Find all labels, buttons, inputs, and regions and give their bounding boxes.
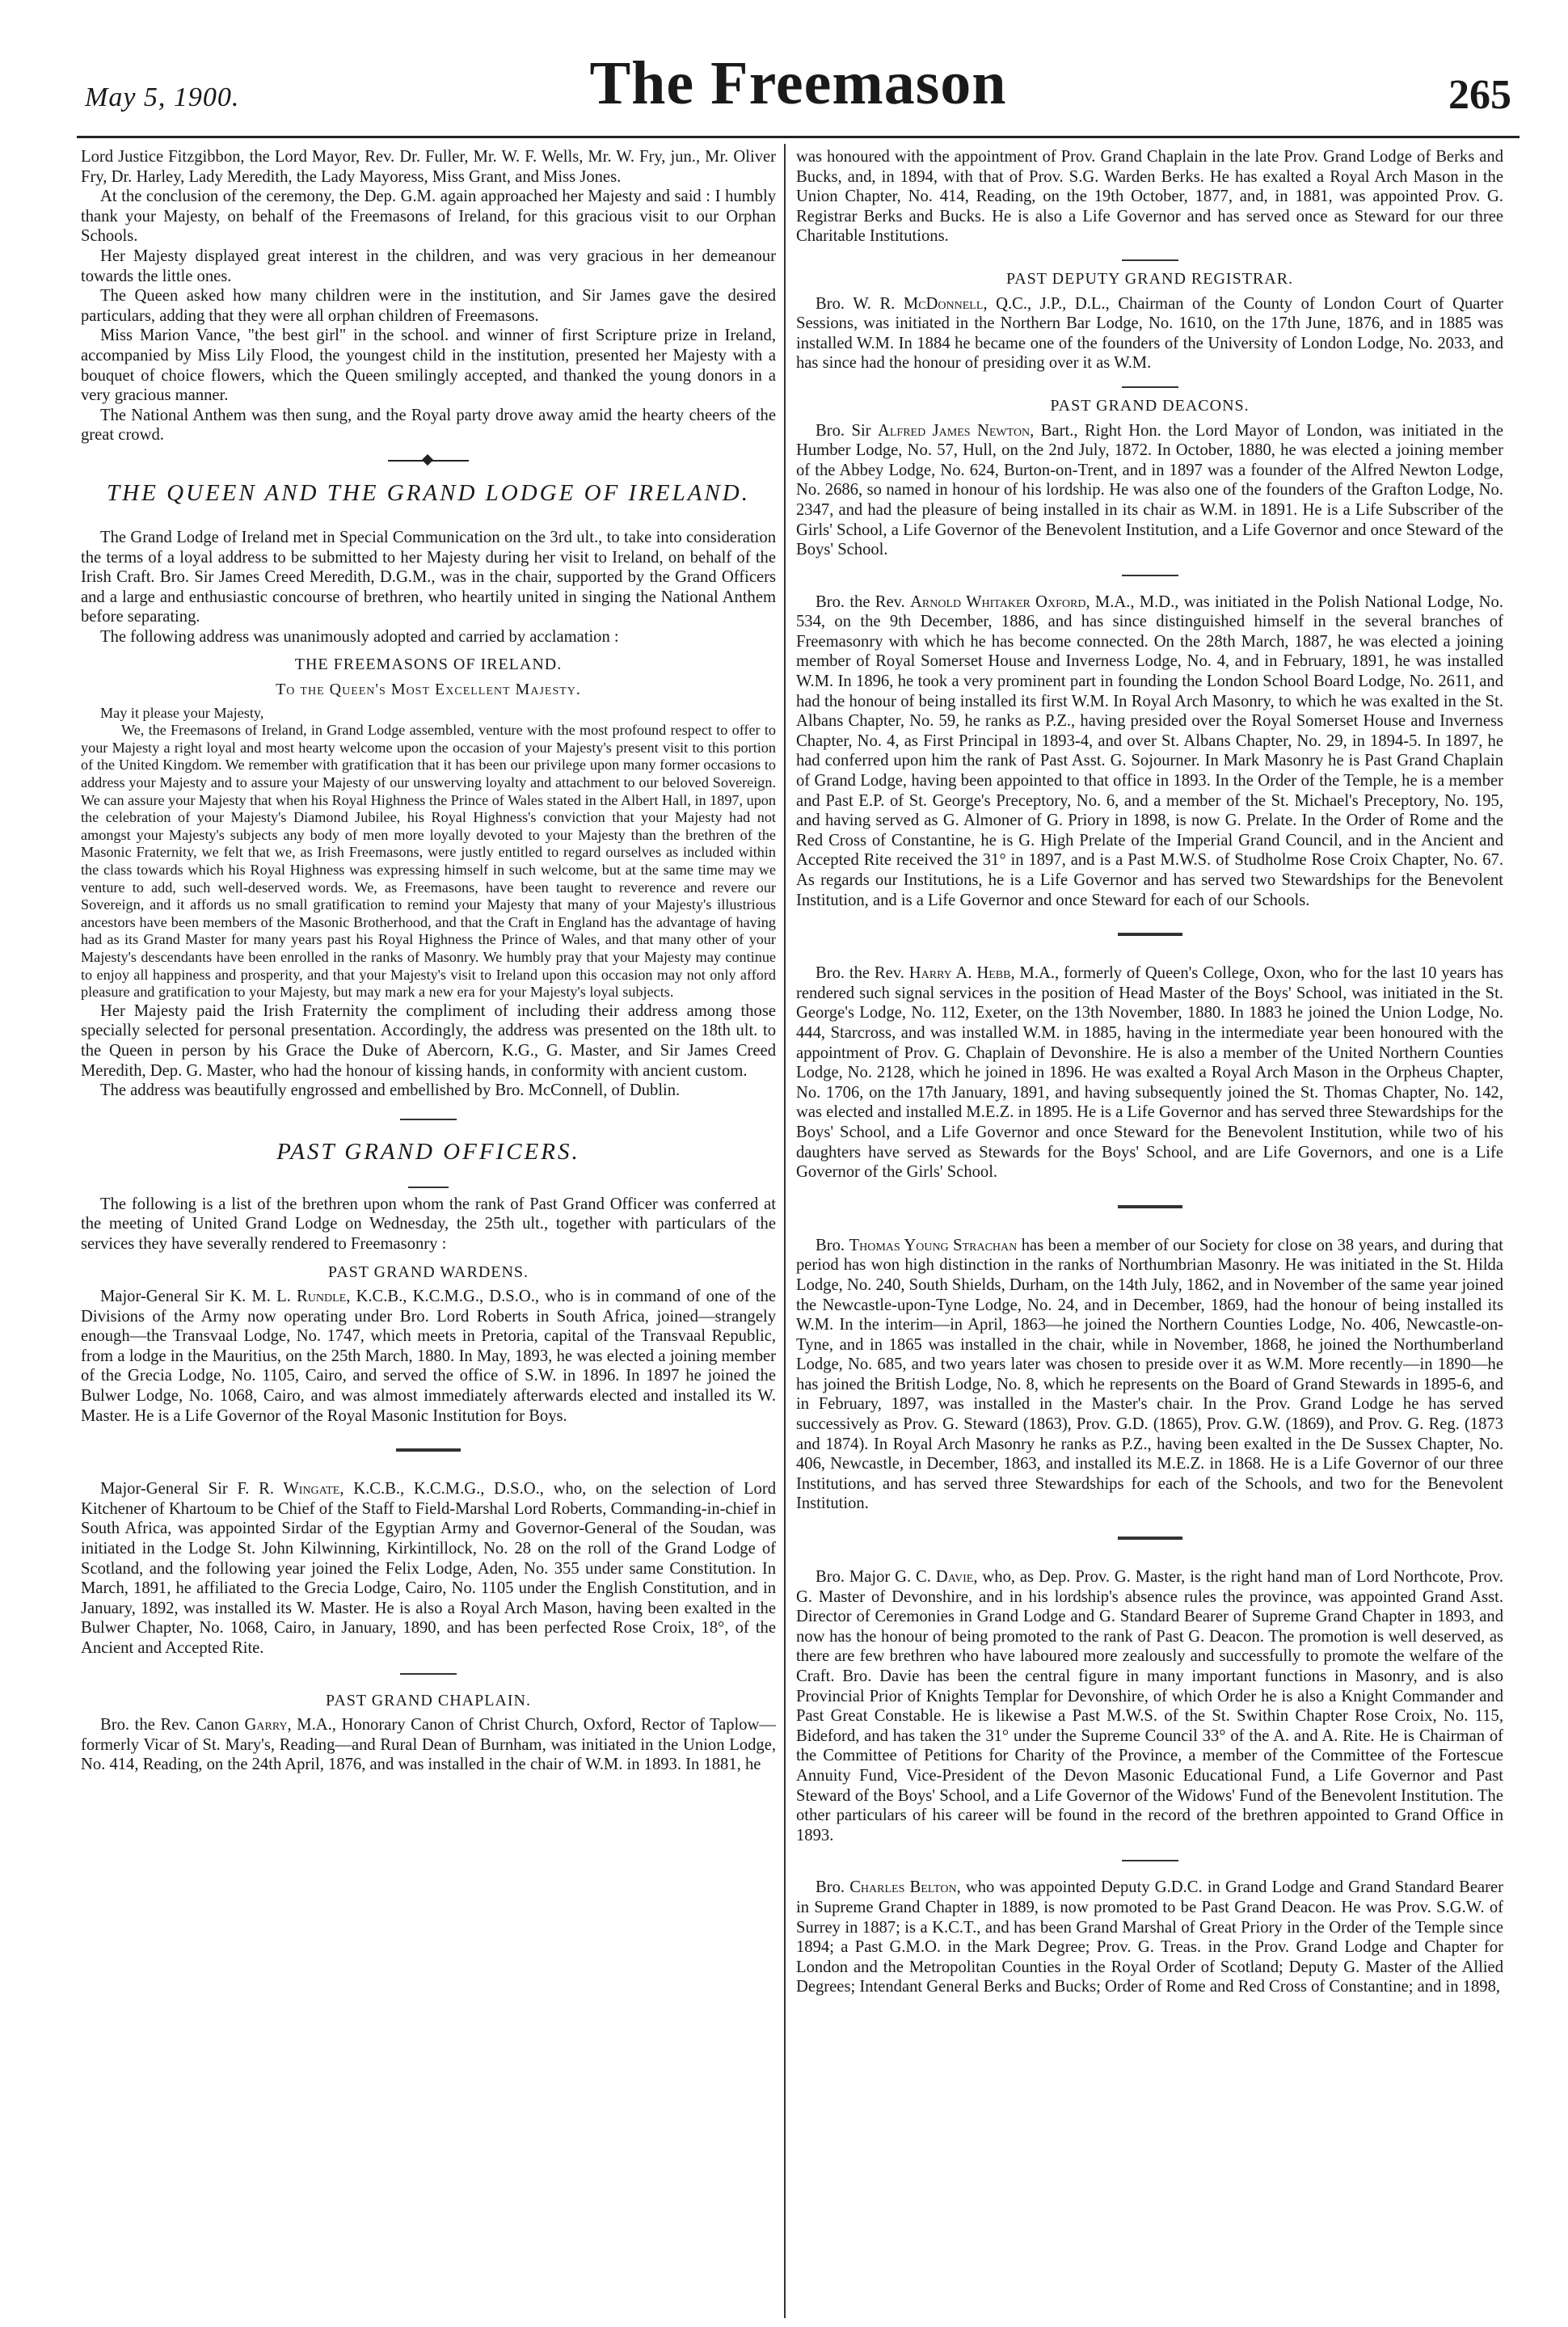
divider: [396, 1448, 461, 1452]
paragraph: [796, 421, 1503, 560]
person-name: Alfred James Newton: [877, 421, 1031, 440]
text: has been a member of our Society for close on 38 years, and during that period has won high distinction in the ranks of Northumbrian Masonry. He was initiated in the St. Hilda Lodge, No. 240, South Shields, Durham, on the 14th July, 1862, and in November of the same year joined the Newcastle-upon-Tyne Lodge, No. 24, and in December, 1869, had the honour of being installed its W.M. In the interim—in April, 1863—he joined the Northern Counties Lodge, No. 406, Newcastle-on-Tyne, and in 1865 was installed in the chair, while in November, 1868, he joined the Northumberland Lodge, No. 685, and two years later was chosen to preside over it as W.M. More recently—in 1890—he has joined the British Lodge, No. 8, which he represents on the Board of Grand Stewards in 1895-6, and in February, 1897, was installed in the Master's chair. In the Prov. Grand Lodge he has served successively as Prov. G. Steward (1863), Prov. G.D. (1865), Prov. G.W. (1869), and Prov. G. Reg. (1873 and 1874). In Royal Arch Masonry he ranks as P.Z., having been exalted in the De Sussex Chapter, No. 406, Newcastle, in December, 1863, and installed its M.E.Z. in 1868. He is a Life Governor of our three Institutions, and has served three Stewardships for each of the Schools, and two for the Benevolent Institution.: [796, 1236, 1504, 1513]
subheading: PAST GRAND DEACONS.: [1050, 396, 1250, 415]
text: , Bart., Right Hon. the Lord Mayor of London, was initiated in the Humber Lodge, No. 57, Hull, on the 2nd July, 1872. In October, 1880, he was elected a joining member of the Abbey Lodge, No. 624, Burton-on-Trent, and in 1897 was a founder of the Alfred Newton Lodge, No. 2686, so named in honour of his lordship. He was also one of the founders of the Grafton Lodge, No. 2347, and had the pleasure of being installed in its chair as W.M. in 1891. He is a Life Subscriber of the Girls' School, a Life Governor of the Benevolent Institution, and a Life Governor and once Steward of the Boys' School.: [796, 421, 1504, 559]
subheading: PAST DEPUTY GRAND REGISTRAR.: [1005, 269, 1294, 288]
paragraph: [81, 1479, 776, 1658]
section-heading: PAST GRAND OFFICERS.: [276, 1138, 580, 1165]
paragraph: [796, 1567, 1503, 1845]
text: , M.A., formerly of Queen's College, Oxon, who for the last 10 years has rendered such signal services in the position of Head Master of the Boys' School, was initiated in the St. George's Lodge, No. 112, Exeter, on the 13th November, 1880. In 1883 he joined the Union Lodge, No. 444, Starcross, and was installed W.M. in 1885, having in the intermediate year been honoured with the appointment of Prov. G. Chaplain of Devonshire. He is also a member of the United Northern Counties Lodge, No. 2128, which he joined in 1896. He was exalted a Royal Arch Mason in the Orpheus Chapter, No. 1706, on the 17th January, 1891, and having subsequently joined the St. Thomas Chapter, No. 142, was elected and installed M.E.Z. in 1895. He is a Life Governor and has served three Stewardships for the Boys' School, and a Life Governor and once Steward for the Benevolent Institution, while two of his daughters have served as Stewards for the Boys' School, and are Life Governors, and one is a Life Governor of the Girls' School.: [796, 964, 1504, 1182]
text: Bro. Sir: [816, 421, 878, 440]
masthead: [77, 32, 1520, 138]
paragraph: The following is a list of the brethren upon whom the rank of Past Grand Officer was conferred at the meeting of United Grand Lodge on Wednesday, the 25th ult., together with particulars of the services they have severally rendered to Freemasonry :: [81, 1195, 776, 1253]
text: Bro. Major G. C.: [816, 1568, 936, 1587]
newspaper-title: The Freemason: [589, 49, 1007, 117]
paragraph: At the conclusion of the ceremony, the Dep. G.M. again approached her Majesty and said : I humbly thank your Majesty, on behalf of the Freemasons of Ireland, for this gracious visit to our Orphan Schools.: [81, 188, 776, 246]
paragraph: [796, 592, 1503, 911]
column-divider: [784, 144, 786, 2318]
paragraph: Lord Justice Fitzgibbon, the Lord Mayor, Rev. Dr. Fuller, Mr. W. F. Wells, Mr. W. Fry, jun., Mr. Oliver Fry, Dr. Harley, Lady Meredith, the Lady Mayoress, Miss Grant, and Miss Jones.: [81, 148, 776, 186]
paragraph: The National Anthem was then sung, and the Royal party drove away amid the hearty cheers of the great crowd.: [81, 406, 776, 445]
paragraph: [796, 294, 1503, 373]
paragraph: [81, 1287, 776, 1426]
divider: [1122, 1860, 1178, 1861]
person-name: Arnold Whitaker Oxford: [910, 592, 1086, 611]
paragraph: The Queen asked how many children were in the institution, and Sir James gave the desired particulars, adding that they were all orphan children of Freemasons.: [81, 287, 776, 325]
divider: [400, 1119, 457, 1120]
paragraph: was honoured with the appointment of Prov. Grand Chaplain in the late Prov. Grand Lodge of Berks and Bucks, and, in 1894, with that of Prov. S.G. Warden Berks. He has exalted a Royal Arch Mason in the Union Chapter, No. 414, Reading, on the 19th October, 1877, and, in 1881, was appointed Prov. G. Registrar Berks and Bucks. He is also a Life Governor and has served once as Steward for our three Charitable Institutions.: [796, 148, 1503, 246]
paragraph: [796, 963, 1503, 1182]
divider: [408, 1187, 449, 1188]
divider: [1122, 575, 1178, 576]
text: Bro.: [816, 1236, 849, 1254]
divider: [1122, 386, 1178, 388]
text: Major-General Sir: [100, 1480, 238, 1499]
person-name: Charles Belton: [849, 1878, 957, 1897]
right-column: [796, 147, 1503, 1997]
text: Major-General Sir: [100, 1288, 230, 1306]
text: , K.C.B., K.C.M.G., D.S.O., who, on the selection of Lord Kitchener of Khartoum to be Chief of the Staff to Field-Marshal Lord Roberts, Commanding-in-chief in South Africa, was appointed Sirdar of the Egyptian Army and Governor-General of the Soudan, was initiated in the Lodge St. John Kilwinning, Kirkintillock, No. 28 on the roll of the Grand Lodge of Scotland, and the following year joined the Felix Lodge, Aden, No. 355 under same Constitution. In March, 1891, he affiliated to the Grecia Lodge, Cairo, No. 1105 under the English Constitution, and in January, 1892, was installed its W. Master. He is also a Royal Arch Mason, having been exalted in the Bulwer Chapter, No. 1068, Cairo, in January, 1890, and has been perfected Rose Croix, 18°, of the Ancient and Accepted Rite.: [81, 1480, 777, 1657]
text: , who was appointed Deputy G.D.C. in Grand Lodge and Grand Standard Bearer in Supreme Grand Chapter in 1889, is now promoted to be Past Grand Deacon. He was Prov. S.G.W. of Surrey in 1887; is a K.C.T., and has been Grand Marshal of Great Priory in the Order of the Temple since 1894; a Past G.M.O. in the Mark Degree; Prov. G. Treas. in the Prov. Grand Lodge and Chapter for London and the Metropolitan Counties in the Royal Order of Scotland; Deputy G. Master of the Allied Degrees; Intendant General Berks and Bucks; Order of Rome and Red Cross of Constantine; and in 1898,: [796, 1878, 1503, 1996]
person-name: F. R. Wingate: [237, 1480, 340, 1499]
person-name: Harry A. Hebb: [908, 964, 1011, 983]
text: , Q.C., J.P., D.L., Chairman of the County of London Court of Quarter Sessions, was initiated in the Northern Bar Lodge, No. 1610, on the 17th June, 1876, and in 1885 was installed W.M. In 1884 he became one of the founders of the University of London Lodge, No. 2033, and has since had the honour of presiding over it as W.M.: [796, 294, 1503, 373]
address-salutation: May it please your Majesty,: [100, 704, 264, 721]
paragraph: The following address was unanimously adopted and carried by acclamation :: [100, 627, 619, 646]
person-name: Davie: [935, 1568, 974, 1587]
paragraph: The address was beautifully engrossed and embellished by Bro. McConnell, of Dublin.: [100, 1081, 681, 1100]
subheading: PAST GRAND WARDENS.: [327, 1263, 529, 1281]
paragraph: The Grand Lodge of Ireland met in Special Communication on the 3rd ult., to take into consideration the terms of a loyal address to be submitted to her Majesty during her visit to Ireland, on behalf of the Irish Craft. Bro. Sir James Creed Meredith, D.G.M., was in the chair, supported by the Grand Officers and a large and enthusiastic concourse of brethren, who heartily united in singing the National Anthem before separating.: [81, 528, 776, 626]
divider: [1118, 1205, 1182, 1208]
person-name: K. M. L. Rundle: [230, 1288, 347, 1306]
person-name: Garry: [244, 1716, 288, 1735]
issue-date: May 5, 1900.: [85, 82, 240, 112]
text: Bro. W. R.: [816, 294, 904, 313]
ornament-divider: [388, 460, 469, 462]
paragraph: [796, 1236, 1503, 1514]
text: , K.C.B., K.C.M.G., D.S.O., who is in command of one of the Divisions of the Army now operating under Bro. Lord Roberts in South Africa, joined—strangely enough—the Transvaal Lodge, No. 1747, which meets in Pretoria, capital of the Transvaal Republic, from a lodge in the Mauritius, on the 25th March, 1880. In May, 1893, he was elected a joining member of the Grecia Lodge, No. 1105, Cairo, and served the office of S.W. in 1896. In 1897 he joined the Bulwer Lodge, No. 1068, Cairo, and was almost immediately afterwards elected and installed its W. Master. He is a Life Governor of the Royal Masonic Institution for Boys.: [81, 1288, 777, 1425]
section-heading: THE QUEEN AND THE GRAND LODGE OF IRELAND.: [107, 479, 750, 506]
text: Bro. the Rev.: [816, 964, 909, 983]
paragraph: Her Majesty paid the Irish Fraternity the compliment of including their address among those specially selected for personal presentation. Accordingly, the address was presented on the 18th ult. to the Queen in person by his Grace the Duke of Abercorn, K.G., G. Master, and Sir James Creed Meredith, Dep. G. Master, who had the honour of kissing hands, in conformity with ancient custom.: [81, 1001, 776, 1080]
left-column: [81, 147, 776, 1775]
person-name: McDonnell: [903, 294, 984, 313]
divider: [400, 1673, 457, 1675]
text: , who, as Dep. Prov. G. Master, is the right hand man of Lord Northcote, Prov. G. Master of Devonshire, and in his lordship's absence rules the province, was appointed Grand Asst. Director of Ceremonies in Grand Lodge and G. Standard Bearer of Supreme Grand Chapter in 1893, and now has the honour of being promoted to the rank of Past G. Deacon. The promotion is well deserved, as there are few brethren who have laboured more zealously and successfully to promote the welfare of the Craft. Bro. Davie has been the central figure in many important functions in Masonry, and is also Provincial Prior of Knights Templar for Devonshire, of which Order he is also a Knight Commander and Past Great Constable. He is likewise a Past M.W.S. of the St. Swithin Chapter Rose Croix, No. 115, Bideford, and has taken the 31° under the Supreme Council 33° of the A. and A. Rite. He is Chairman of the Committee of Petitions for Charity of the Province, a member of the Committee of the Fortescue Annuity Fund, Vice-President of the Devon Masonic Educational Fund, a Life Governor and Past Steward of the Boys' School, and a Life Governor of the Widows' Fund of the Benevolent Institution. The other particulars of his career will be found in the record of the brethren appointed to Grand Office in 1893.: [796, 1568, 1503, 1844]
paragraph: Miss Marion Vance, "the best girl" in the school. and winner of first Scripture prize in Ireland, accompanied by Miss Lily Flood, the youngest child in the institution, presented her Majesty with a bouquet of choice flowers, which the Queen smilingly accepted, and thanked the young donors in a very gracious manner.: [81, 327, 776, 405]
divider: [1118, 933, 1182, 936]
text: Bro.: [816, 1878, 850, 1897]
paragraph: [81, 1715, 776, 1775]
text: Bro. the Rev. Canon: [100, 1716, 245, 1735]
page-number: 265: [1448, 72, 1511, 118]
paragraph: Her Majesty displayed great interest in the children, and was very gracious in her demeanour towards the little ones.: [81, 247, 776, 285]
address-to: To the Queen's Most Excellent Majesty.: [276, 681, 581, 699]
subheading: PAST GRAND CHAPLAIN.: [326, 1691, 531, 1709]
person-name: Thomas Young Strachan: [849, 1236, 1018, 1254]
address-title: THE FREEMASONS OF IRELAND.: [294, 656, 563, 674]
text: Bro. the Rev.: [816, 592, 911, 611]
paragraph: [796, 1878, 1503, 1997]
address-body: We, the Freemasons of Ireland, in Grand Lodge assembled, venture with the most profound respect to offer to your Majesty a right loyal and most hearty welcome upon the occasion of your Majesty's present visit to this portion of the United Kingdom. We remember with gratification that it has been our privilege upon many former occasions to address your Majesty and to assure your Majesty of our unswerving loyalty and attachment to our beloved Sovereign. We can assure your Majesty that when his Royal Highness the Prince of Wales stated in the Albert Hall, in 1897, upon the celebration of your Majesty's Diamond Jubilee, his Royal Highness's conviction that your Majesty had not amongst your Majesty's subjects any body of men more loyally devoted to your Majesty than the brethren of the Masonic Fraternity, we felt that we, as Irish Freemasons, were justly entitled to regard ourselves as included within the class towards which his Royal Highness was expressing himself in such welcome, but at the same time may we venture to add, such well-deserved words. We, as Freemasons, have been taught to reverence and revere our Sovereign, and it affords us no small gratification to remind your Majesty that many of your Majesty's illustrious ancestors have been members of the Masonic Brotherhood, and that the Craft in England has the advantage of having had as its Grand Master for many years past his Royal Highness the Prince of Wales, and that many other of your Majesty's descendants have been enrolled in the ranks of Masonry. We humbly pray that your Majesty may continue to enjoy all happiness and prosperity, and that your Majesty's visit to Ireland upon this occasion may not only afford pleasure and gratification to your Majesty, but may mark a new era for your Majesty's loyal subjects.: [81, 722, 776, 1001]
text: , M.A., M.D., was initiated in the Polish National Lodge, No. 534, on the 9th December, 1886, and has since distinguished himself in the several branches of Freemasonry with which he has become connected. On the 28th March, 1887, he was elected a joining member of Royal Somerset House and Inverness Lodge, No. 4, and in February, 1891, he was installed W.M. In 1896, he took a very prominent part in founding the London School Board Lodge, No. 2611, and had the honour of being installed its first W.M. In Royal Arch Masonry, to which he was exalted in the St. Albans Chapter, No. 59, he ranks as P.Z., having presided over the Royal Somerset House and Inverness Chapter, No. 4, as First Principal in 1893-4, and over St. Albans Chapter, No. 29, in 1894-5. In 1897, he had conferred upon him the rank of Past Asst. G. Sojourner. In Mark Masonry he is Past Grand Chaplain of Grand Lodge, having been appointed to that office in 1893. In the Order of the Temple, he is a member and Past E.P. of St. George's Preceptory, No. 6, and a member of the St. Michael's Preceptory, No. 195, and having served as G. Almoner of G. Priory in 1898, is now G. Prelate. In the Order of Rome and the Red Cross of Constantine, he is G. High Prelate of the Imperial Grand Council, and in the Ancient and Accepted Rite received the 31° in 1897, and is a Past M.W.S. of Studholme Rose Croix Chapter, No. 67. As regards our Institutions, he is a Life Governor and has served two Stewardships for the Benevolent Institution, and is a Life Governor and once Steward for each of our Schools.: [796, 592, 1503, 909]
divider: [1122, 259, 1178, 261]
text: , M.A., Honorary Canon of Christ Church, Oxford, Rector of Taplow—formerly Vicar of St. Mary's, Reading—and Rural Dean of Burnham, was initiated in the Union Lodge, No. 414, Reading, on the 24th April, 1876, and was installed in the chair of W.M. in 1893. In 1881, he: [81, 1716, 777, 1774]
divider: [1118, 1537, 1182, 1540]
